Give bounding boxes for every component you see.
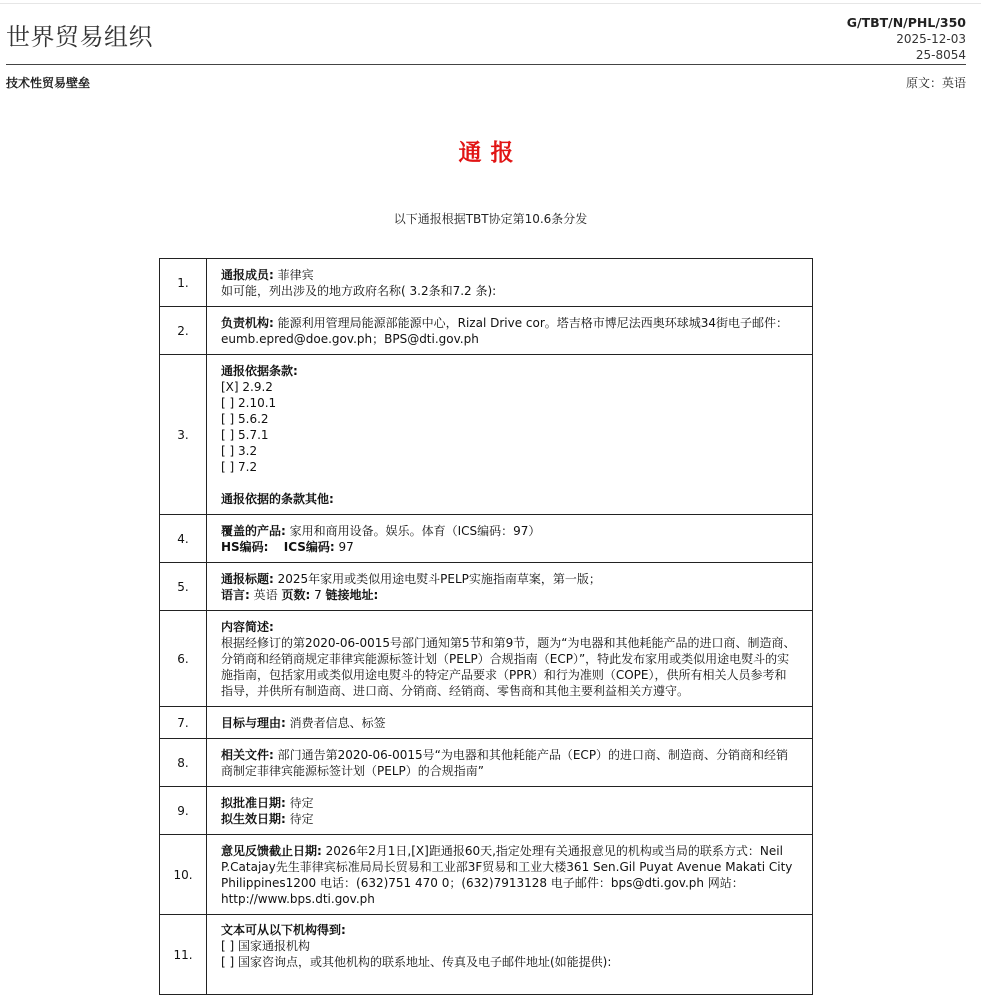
field-label: 通报依据的条款其他: <box>221 491 334 506</box>
list-item: [ ] 5.7.1 <box>221 427 269 442</box>
row-number: 1. <box>160 259 207 307</box>
table-row <box>160 915 813 995</box>
row-number: 5. <box>160 563 207 611</box>
row-content <box>207 835 813 915</box>
organization-title: 世界贸易组织 <box>6 23 153 51</box>
row-content <box>207 787 813 835</box>
header-divider <box>6 64 966 65</box>
field-label: 通报成员: <box>221 267 274 282</box>
table-row <box>160 835 813 915</box>
table-row <box>160 739 813 787</box>
field-label: 拟批准日期: <box>221 795 286 810</box>
list-item: [ ] 7.2 <box>221 459 258 474</box>
list-item: [X] 2.9.2 <box>221 379 273 394</box>
row-number: 6. <box>160 611 207 707</box>
top-border <box>0 3 981 4</box>
table-row <box>160 611 813 707</box>
row-content <box>207 707 813 739</box>
field-label: 内容简述: <box>221 619 274 634</box>
row-content <box>207 355 813 515</box>
row-content <box>207 739 813 787</box>
notification-table <box>159 258 813 995</box>
original-language: 原文：英语 <box>905 76 966 90</box>
row-content <box>207 515 813 563</box>
row-content <box>207 611 813 707</box>
row-number: 11. <box>160 915 207 995</box>
table-row <box>160 515 813 563</box>
row-number: 9. <box>160 787 207 835</box>
field-label: 文本可从以下机构得到: <box>221 923 346 937</box>
row-number: 4. <box>160 515 207 563</box>
field-label: 通报依据条款: <box>221 363 298 378</box>
field-value: 2026年2月1日,[X]距通报60天,指定处理有关通报意见的机构或当局的联系方式：Neil P.Catajay先生菲律宾标准局局长贸易和工业部3F贸易和工业大楼361 Sen.Gil Puyat Avenue Makati City Philippines1200 电话：(632)751 470 0；(632)7913128 电子邮件：bps@dti.gov.ph 网站：http://www.bps.dti.gov.ph <box>221 843 793 906</box>
pages-value: 7 <box>310 587 326 602</box>
row-content <box>207 307 813 355</box>
document-date: 2025-12-03 <box>896 32 966 46</box>
row-content <box>207 915 813 995</box>
field-value: 待定 <box>285 811 314 826</box>
field-value: 待定 <box>285 795 314 810</box>
field-value: 消费者信息、标签 <box>285 715 386 730</box>
field-label: 目标与理由: <box>221 715 286 730</box>
field-value: 如可能，列出涉及的地方政府名称( 3.2条和7.2 条): <box>221 283 497 298</box>
row-number: 8. <box>160 739 207 787</box>
field-value: 菲律宾 <box>273 267 314 282</box>
list-item: [ ] 3.2 <box>221 443 258 458</box>
field-label: 负责机构: <box>221 315 274 330</box>
field-label: 相关文件: <box>221 747 274 762</box>
list-item: [ ] 5.6.2 <box>221 411 269 426</box>
link-label: 链接地址: <box>325 587 379 602</box>
list-item: [ ] 2.10.1 <box>221 395 277 410</box>
notice-subtitle: 以下通报根据TBT协定第10.6条分发 <box>393 212 588 226</box>
pages-label: 页数: <box>281 587 311 602</box>
document-reference <box>847 15 966 63</box>
table-row <box>160 307 813 355</box>
field-label: 意见反馈截止日期: <box>221 843 322 858</box>
list-item: [ ] 国家通报机构 <box>221 939 310 953</box>
document-number: 25-8054 <box>915 48 966 62</box>
field-label: 拟生效日期: <box>221 811 286 826</box>
row-content <box>207 563 813 611</box>
row-number: 10. <box>160 835 207 915</box>
field-value: 能源利用管理局能源部能源中心，Rizal Drive cor。塔吉格市博尼法西奥环球城34街电子邮件：eumb.epred@doe.gov.ph；BPS@dti.gov.ph <box>221 315 789 346</box>
language-value: 英语 <box>249 587 282 602</box>
row-number: 2. <box>160 307 207 355</box>
row-content <box>207 259 813 307</box>
table-row <box>160 259 813 307</box>
language-label: 语言: <box>221 587 250 602</box>
ics-code-value: 97 <box>334 539 354 554</box>
table-row <box>160 787 813 835</box>
committee-name: 技术性贸易壁垒 <box>6 76 91 90</box>
list-item: [ ] 国家咨询点，或其他机构的联系地址、传真及电子邮件地址(如能提供): <box>221 955 612 969</box>
row-number: 7. <box>160 707 207 739</box>
table-row <box>160 355 813 515</box>
hs-code-label: HS编码: <box>221 539 269 554</box>
field-value: 2025年家用或类似用途电熨斗PELP实施指南草案，第一版； <box>273 571 601 586</box>
field-value: 根据经修订的第2020-06-0015号部门通知第5节和第9节，题为“为电器和其他耗能产品的进口商、制造商、分销商和经销商规定菲律宾能源标签计划（PELP）合规指南（ECP）”，特此发布家用或类似用途电熨斗的实施指南，包括家用或类似用途电熨斗的特定产品要求（PPR）和行为准则（COPE），供所有相关人员参考和指导，并供所有制造商、进口商、分销商、经销商、零售商和其他主要利益相关方遵守。 <box>221 635 796 698</box>
field-value: 部门通告第2020-06-0015号“为电器和其他耗能产品（ECP）的进口商、制造商、分销商和经销商制定菲律宾能源标签计划（PELP）的合规指南” <box>221 747 789 778</box>
field-label: 通报标题: <box>221 571 274 586</box>
row-number: 3. <box>160 355 207 515</box>
document-symbol: G/TBT/N/PHL/350 <box>846 15 966 30</box>
table-row <box>160 563 813 611</box>
field-label: 覆盖的产品: <box>221 523 286 538</box>
table-row <box>160 707 813 739</box>
notice-title: 通报 <box>458 140 523 166</box>
ics-code-label: ICS编码: <box>283 539 335 554</box>
field-value: 家用和商用设备。娱乐。体育（ICS编码：97） <box>285 523 541 538</box>
